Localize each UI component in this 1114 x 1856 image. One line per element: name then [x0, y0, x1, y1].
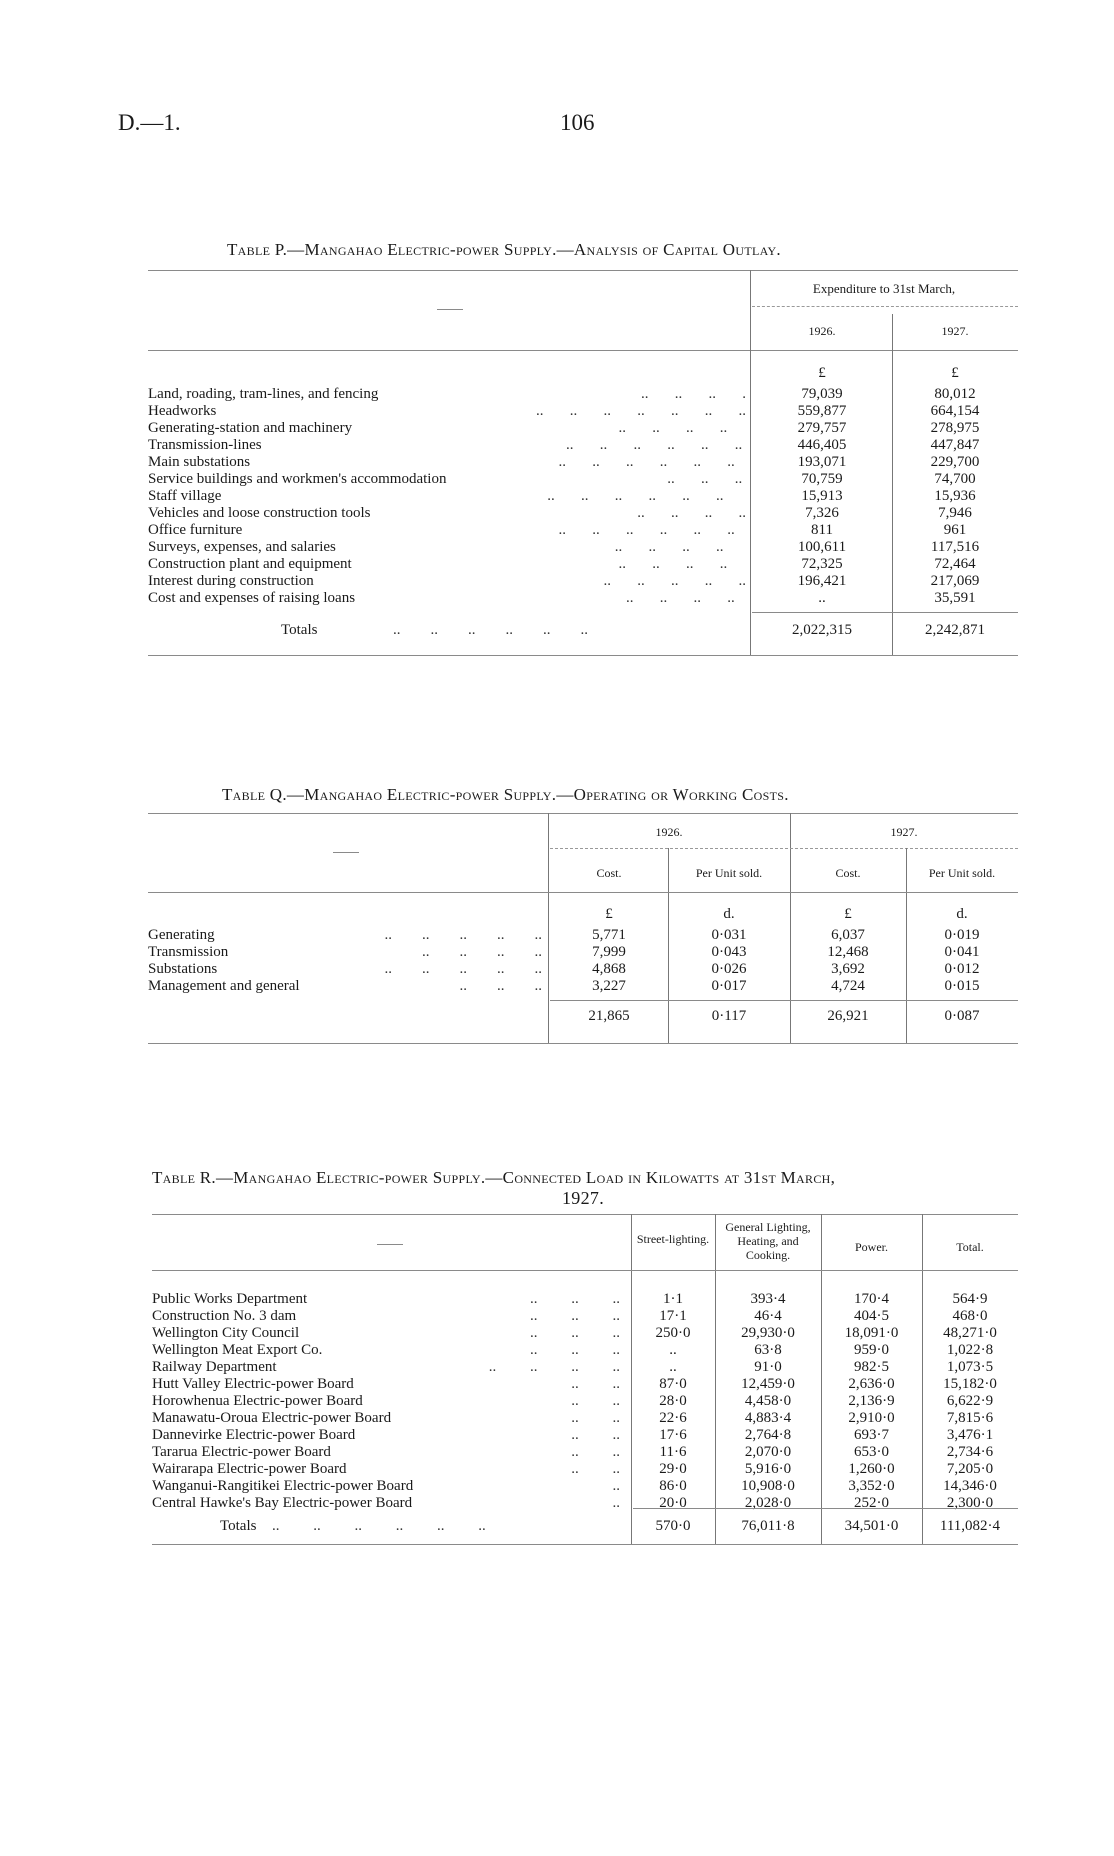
value-1926: 79,039	[801, 386, 843, 402]
table-q-total-unit-1926: 0·117	[711, 1008, 747, 1024]
table-q-col-cost-1927: Cost.	[835, 866, 861, 880]
value-1926: 446,405	[797, 437, 847, 453]
row-label: Office furniture	[148, 522, 243, 538]
table-q-total-cost-1927: 26,921	[827, 1008, 869, 1024]
general-lighting: 46·4	[754, 1308, 782, 1324]
value-1926: 100,611	[797, 539, 847, 555]
dot-leader: .. .. .. ..	[618, 556, 746, 572]
total: 14,346·0	[943, 1478, 997, 1494]
per-unit-1926: 0·043	[711, 944, 747, 960]
dot-leader: .. .. ..	[530, 1342, 620, 1358]
general-lighting: 4,458·0	[744, 1393, 792, 1409]
row-label: Generating-station and machinery	[148, 420, 353, 436]
general-lighting: 29,930·0	[741, 1325, 795, 1341]
value-1926: 279,757	[797, 420, 847, 436]
cost-1927: 3,692	[831, 961, 865, 977]
table-q-top-rule	[148, 813, 1018, 814]
table-p-bottom-rule	[148, 655, 1018, 656]
street-lighting: ..	[669, 1359, 677, 1375]
value-1926: ..	[818, 590, 826, 606]
total: 3,476·1	[946, 1427, 994, 1443]
cost-1926: 4,868	[592, 961, 626, 977]
row-label: Substations	[148, 961, 218, 977]
dot-leader: .. .. .. .	[641, 386, 746, 402]
row-label: Wellington City Council	[152, 1325, 300, 1341]
street-lighting: 1·1	[663, 1291, 683, 1307]
row-label: Service buildings and workmen's accommodation	[148, 471, 447, 487]
table-p-header-rule	[148, 350, 1018, 351]
total: 1,073·5	[946, 1359, 994, 1375]
dot-leader: ..	[612, 1495, 620, 1511]
table-row	[148, 522, 1018, 539]
row-label: Construction plant and equipment	[148, 556, 352, 572]
table-row	[148, 454, 1018, 471]
cost-1927: 12,468	[827, 944, 869, 960]
cost-1927: 6,037	[831, 927, 865, 943]
row-label: Cost and expenses of raising loans	[148, 590, 356, 606]
table-r-totals-leader: .. .. .. .. .. ..	[272, 1518, 486, 1534]
row-label: Wellington Meat Export Co.	[152, 1342, 323, 1358]
row-label: Horowhenua Electric-power Board	[152, 1393, 363, 1409]
table-row	[152, 1444, 1018, 1461]
dot-leader: .. .. ..	[530, 1308, 620, 1324]
row-label: Tararua Electric-power Board	[152, 1444, 331, 1460]
table-q-unit-per-1927: d.	[956, 906, 968, 922]
table-p-stub-dash	[437, 309, 463, 310]
table-r-totals-row	[152, 1518, 1018, 1535]
general-lighting: 2,764·8	[744, 1427, 792, 1443]
dot-leader: .. .. .. .. .. .. ..	[536, 403, 746, 419]
general-lighting: 2,070·0	[744, 1444, 792, 1460]
table-r-total-total: 111,082·4	[939, 1518, 1001, 1534]
table-r-col-general: General Lighting, Heating, and Cooking.	[725, 1220, 811, 1262]
table-p-col-1926: 1926.	[808, 324, 836, 338]
table-row	[152, 1478, 1018, 1495]
street-lighting: 250·0	[655, 1325, 691, 1341]
row-label: Dannevirke Electric-power Board	[152, 1427, 356, 1443]
per-unit-1927: 0·019	[944, 927, 980, 943]
table-p-top-rule	[148, 270, 1018, 271]
row-label: Wanganui-Rangitikei Electric-power Board	[152, 1478, 414, 1494]
value-1927: 7,946	[938, 505, 972, 521]
power: 170·4	[854, 1291, 889, 1307]
power: 653·0	[854, 1444, 889, 1460]
table-row	[152, 1308, 1018, 1325]
table-row	[152, 1410, 1018, 1427]
row-label: Vehicles and loose construction tools	[148, 505, 371, 521]
power: 404·5	[854, 1308, 889, 1324]
table-r-totals-rule	[633, 1508, 1018, 1509]
table-p-col-1927: 1927.	[941, 324, 969, 338]
value-1926: 193,071	[797, 454, 847, 470]
dot-leader: .. ..	[571, 1427, 620, 1443]
dot-leader: .. .. ..	[530, 1291, 620, 1307]
power: 18,091·0	[844, 1325, 899, 1341]
table-q-col-cost-1926: Cost.	[596, 866, 622, 880]
value-1927: 72,464	[934, 556, 976, 572]
table-p-totals-row	[148, 622, 1018, 639]
dot-leader: .. .. .. .. ..	[603, 573, 746, 589]
table-p-subheader-rule	[752, 306, 1018, 307]
street-lighting: 87·0	[659, 1376, 687, 1392]
power: 2,636·0	[848, 1376, 895, 1392]
row-label: Interest during construction	[148, 573, 314, 589]
general-lighting: 63·8	[754, 1342, 782, 1358]
total: 468·0	[952, 1308, 988, 1324]
table-p-total-1927: 2,242,871	[925, 622, 985, 638]
table-q-totals-row	[148, 1008, 1018, 1025]
cost-1926: 5,771	[592, 927, 626, 943]
dot-leader: .. .. ..	[667, 471, 746, 487]
table-row	[148, 539, 1018, 556]
table-row	[152, 1393, 1018, 1410]
table-row	[152, 1461, 1018, 1478]
row-label: Wairarapa Electric-power Board	[152, 1461, 347, 1477]
general-lighting: 4,883·4	[744, 1410, 792, 1426]
table-row	[148, 556, 1018, 573]
row-label: Management and general	[148, 978, 300, 994]
dot-leader: .. .. ..	[530, 1325, 620, 1341]
per-unit-1926: 0·017	[711, 978, 747, 994]
table-r-total-power: 34,501·0	[844, 1518, 899, 1534]
table-row	[148, 927, 1018, 944]
table-r-stub-dash	[377, 1244, 403, 1245]
table-q-stub-dash	[333, 852, 359, 853]
table-p-totals-rule	[752, 612, 1018, 613]
general-lighting: 393·4	[750, 1291, 786, 1307]
dot-leader: .. .. .. .. ..	[384, 927, 542, 943]
per-unit-1926: 0·031	[711, 927, 747, 943]
total: 1,022·8	[946, 1342, 994, 1358]
dot-leader: ..	[612, 1478, 620, 1494]
dot-leader: .. .. .. .. ..	[384, 961, 542, 977]
table-row	[148, 420, 1018, 437]
table-r-bottom-rule	[152, 1544, 1018, 1545]
table-p-total-1926: 2,022,315	[792, 622, 852, 638]
table-row	[148, 573, 1018, 590]
table-q-col-unit-1926: Per Unit sold.	[695, 866, 763, 880]
dot-leader: .. .. .. ..	[614, 539, 746, 555]
row-label: Land, roading, tram-lines, and fencing	[148, 386, 379, 402]
row-label: Generating	[148, 927, 215, 943]
total: 7,815·6	[946, 1410, 994, 1426]
table-r-col-street: Street-lighting.	[636, 1232, 710, 1246]
street-lighting: 86·0	[659, 1478, 687, 1494]
table-q-title: Table Q.—Mangahao Electric-power Supply.—Operating or Working Costs.	[222, 785, 789, 804]
table-p-totals-leader: .. .. .. .. .. ..	[393, 622, 588, 638]
value-1927: 74,700	[934, 471, 976, 487]
street-lighting: 17·6	[659, 1427, 687, 1443]
table-row	[152, 1427, 1018, 1444]
dot-leader: .. ..	[571, 1376, 620, 1392]
row-label: Staff village	[148, 488, 222, 504]
value-1927: 117,516	[930, 539, 980, 555]
table-row	[148, 944, 1018, 961]
table-r-header-rule	[152, 1270, 1018, 1271]
dot-leader: .. ..	[571, 1461, 620, 1477]
row-label: Central Hawke's Bay Electric-power Board	[152, 1495, 413, 1511]
value-1927: 447,847	[930, 437, 980, 453]
cost-1926: 3,227	[592, 978, 626, 994]
table-row	[152, 1291, 1018, 1308]
value-1926: 70,759	[801, 471, 843, 487]
power: 982·5	[854, 1359, 889, 1375]
value-1926: 7,326	[805, 505, 839, 521]
row-label: Manawatu-Oroua Electric-power Board	[152, 1410, 392, 1426]
table-q-subheader-rule	[550, 848, 1018, 849]
general-lighting: 10,908·0	[741, 1478, 795, 1494]
dot-leader: .. .. .. .. .. ..	[558, 522, 746, 538]
power: 693·7	[854, 1427, 889, 1443]
street-lighting: 22·6	[659, 1410, 687, 1426]
table-q-unit-per-1926: d.	[723, 906, 735, 922]
value-1927: 15,936	[934, 488, 976, 504]
value-1927: 217,069	[930, 573, 980, 589]
table-r-total-general: 76,011·8	[741, 1518, 795, 1534]
table-q-year-1926: 1926.	[655, 825, 683, 839]
table-q-col-unit-1927: Per Unit sold.	[928, 866, 996, 880]
street-lighting: 11·6	[659, 1444, 687, 1460]
street-lighting: ..	[669, 1342, 677, 1358]
value-1926: 196,421	[797, 573, 847, 589]
dot-leader: .. ..	[571, 1444, 620, 1460]
table-row	[148, 386, 1018, 403]
table-q-year-1927: 1927.	[890, 825, 918, 839]
power: 1,260·0	[848, 1461, 895, 1477]
table-r-totals-label: Totals	[220, 1518, 257, 1534]
table-row	[148, 437, 1018, 454]
dot-leader: .. .. .. ..	[422, 944, 542, 960]
table-q-total-unit-1927: 0·087	[944, 1008, 980, 1024]
table-row	[152, 1495, 1018, 1512]
table-row	[148, 505, 1018, 522]
value-1927: 35,591	[934, 590, 976, 606]
table-p-unit-1926: £	[818, 365, 826, 381]
table-q-unit-cost-1926: £	[605, 906, 613, 922]
table-q-bottom-rule	[148, 1043, 1018, 1044]
row-label: Public Works Department	[152, 1291, 308, 1307]
street-lighting: 28·0	[659, 1393, 687, 1409]
value-1927: 664,154	[930, 403, 980, 419]
total: 7,205·0	[946, 1461, 994, 1477]
total: 2,734·6	[946, 1444, 994, 1460]
per-unit-1927: 0·041	[944, 944, 980, 960]
general-lighting: 12,459·0	[741, 1376, 795, 1392]
table-r-title-line1: Table R.—Mangahao Electric-power Supply.—Connected Load in Kilowatts at 31st March,	[152, 1168, 836, 1187]
per-unit-1927: 0·012	[944, 961, 980, 977]
table-row	[152, 1359, 1018, 1376]
general-lighting: 5,916·0	[744, 1461, 792, 1477]
cost-1926: 7,999	[592, 944, 626, 960]
power: 252·0	[854, 1495, 889, 1511]
row-label: Transmission	[148, 944, 229, 960]
row-label: Main substations	[148, 454, 251, 470]
power: 2,136·9	[848, 1393, 895, 1409]
street-lighting: 29·0	[659, 1461, 687, 1477]
dot-leader: .. .. .. .. .. ..	[547, 488, 746, 504]
table-row	[152, 1376, 1018, 1393]
row-label: Surveys, expenses, and salaries	[148, 539, 336, 555]
table-p-title: Table P.—Mangahao Electric-power Supply.—Analysis of Capital Outlay.	[227, 240, 781, 259]
table-row	[148, 471, 1018, 488]
table-q-unit-cost-1927: £	[844, 906, 852, 922]
row-label: Headworks	[148, 403, 217, 419]
dot-leader: .. .. .. ..	[618, 420, 746, 436]
general-lighting: 91·0	[754, 1359, 782, 1375]
general-lighting: 2,028·0	[744, 1495, 792, 1511]
total: 2,300·0	[946, 1495, 994, 1511]
table-r-col-total: Total.	[956, 1240, 984, 1254]
row-label: Hutt Valley Electric-power Board	[152, 1376, 354, 1392]
document-reference: D.—1.	[118, 110, 181, 135]
power: 959·0	[854, 1342, 889, 1358]
per-unit-1926: 0·026	[711, 961, 747, 977]
table-q-header-rule	[148, 892, 1018, 893]
table-q-totals-rule	[550, 1000, 1018, 1001]
dot-leader: .. ..	[571, 1393, 620, 1409]
street-lighting: 20·0	[659, 1495, 687, 1511]
table-row	[148, 488, 1018, 505]
power: 3,352·0	[848, 1478, 895, 1494]
dot-leader: .. .. .. ..	[637, 505, 746, 521]
row-label: Construction No. 3 dam	[152, 1308, 297, 1324]
total: 15,182·0	[943, 1376, 997, 1392]
row-label: Railway Department	[152, 1359, 277, 1375]
street-lighting: 17·1	[659, 1308, 687, 1324]
table-r-total-street: 570·0	[655, 1518, 691, 1534]
dot-leader: .. .. .. ..	[626, 590, 746, 606]
value-1926: 811	[811, 522, 833, 538]
per-unit-1927: 0·015	[944, 978, 980, 994]
table-p-totals-label: Totals	[281, 622, 318, 638]
total: 6,622·9	[946, 1393, 994, 1409]
dot-leader: .. ..	[571, 1410, 620, 1426]
dot-leader: .. .. .. .. .. ..	[558, 454, 746, 470]
table-r-title-line2: 1927.	[562, 1188, 604, 1208]
table-row	[148, 403, 1018, 420]
table-row	[148, 590, 1018, 607]
value-1927: 229,700	[930, 454, 980, 470]
table-q-total-cost-1926: 21,865	[588, 1008, 630, 1024]
value-1927: 278,975	[930, 420, 980, 436]
table-row	[152, 1325, 1018, 1342]
value-1926: 559,877	[797, 403, 847, 419]
page-number: 106	[560, 110, 595, 135]
table-p-unit-1927: £	[951, 365, 959, 381]
table-p-group-header: Expenditure to 31st March,	[812, 281, 956, 296]
row-label: Transmission-lines	[148, 437, 262, 453]
cost-1927: 4,724	[831, 978, 865, 994]
dot-leader: .. .. .. .. .. ..	[566, 437, 746, 453]
total: 48,271·0	[943, 1325, 997, 1341]
value-1927: 80,012	[934, 386, 976, 402]
table-r-col-power: Power.	[855, 1240, 888, 1254]
table-row	[148, 978, 1018, 995]
value-1926: 72,325	[801, 556, 843, 572]
dot-leader: .. .. ..	[459, 978, 542, 994]
table-row	[148, 961, 1018, 978]
value-1926: 15,913	[801, 488, 843, 504]
table-row	[152, 1342, 1018, 1359]
power: 2,910·0	[848, 1410, 895, 1426]
total: 564·9	[952, 1291, 988, 1307]
value-1927: 961	[943, 522, 967, 538]
dot-leader: .. .. .. ..	[488, 1359, 620, 1375]
table-r-top-rule	[152, 1214, 1018, 1215]
